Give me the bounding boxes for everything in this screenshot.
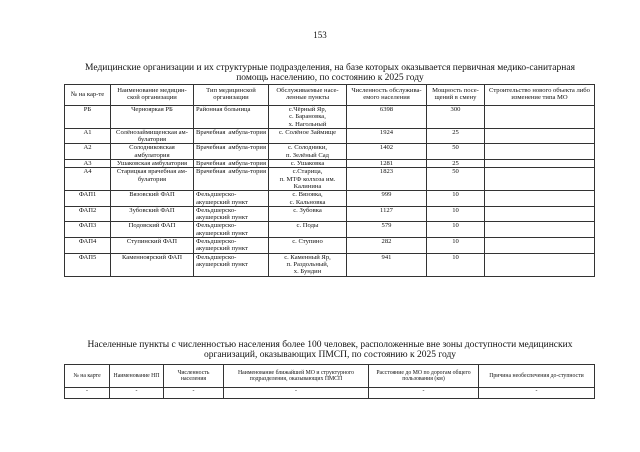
cell-map-number: А1 [65, 128, 111, 144]
cell-construction [485, 144, 595, 160]
table1-title [60, 63, 600, 83]
cell-capacity: 10 [427, 253, 485, 276]
cell-construction [485, 160, 595, 168]
cell-settlements [269, 144, 347, 160]
cell-settlement-name: - [110, 388, 164, 399]
page-number: 153 [313, 30, 327, 40]
cell-population: 941 [347, 253, 427, 276]
settlement-item: с. Кальновка [289, 198, 326, 206]
cell-settlements [269, 222, 347, 238]
cell-capacity: 300 [427, 106, 485, 129]
cell-settlements [269, 106, 347, 129]
cell-construction [485, 168, 595, 191]
settlement-item: п. МТФ колхоза им. [279, 175, 336, 183]
cell-map-number: РБ [65, 106, 111, 129]
table1-header-row [65, 85, 595, 106]
cell-org-type: Врачебная амбула-тория [194, 128, 269, 144]
table-row [65, 191, 595, 207]
cell-settlements [269, 238, 347, 254]
cell-map-number: А3 [65, 160, 111, 168]
table2-title-line2: организаций, оказывающих ПМСП, по состоянию к 2025 году [203, 350, 457, 360]
cell-map-number: А4 [65, 168, 111, 191]
table-row [65, 222, 595, 238]
cell-org-name: Вязовский ФАП [111, 191, 194, 207]
cell-capacity: 10 [427, 238, 485, 254]
header-population: Численность обслужива-емого населения [347, 85, 427, 106]
header-org-name: Наименование медицин-ской организации [111, 85, 194, 106]
cell-population: 579 [347, 222, 427, 238]
settlement-item: с. Ушаковка [290, 160, 325, 168]
medical-organizations-table [64, 84, 595, 277]
header-nearest-mo: Наименование ближайшей МО и структурного подразделения, оказывающих ПМСП [224, 365, 369, 388]
cell-population: 1823 [347, 168, 427, 191]
cell-org-type: Врачебная амбула-тория [194, 144, 269, 160]
cell-map-number: ФАП3 [65, 222, 111, 238]
cell-org-type: Фельдшерско-акушерский пункт [194, 222, 269, 238]
cell-org-name: Зубовский ФАП [111, 206, 194, 222]
table-row [65, 253, 595, 276]
cell-population: 999 [347, 191, 427, 207]
table-row [65, 238, 595, 254]
settlement-item: с.Старица, [292, 168, 323, 176]
cell-population: 1127 [347, 206, 427, 222]
cell-map-number: ФАП5 [65, 253, 111, 276]
settlement-item: с. Каменный Яр, [284, 253, 331, 261]
cell-settlements [269, 191, 347, 207]
settlement-item: с. Барановка, [289, 113, 326, 121]
table-row [65, 388, 595, 399]
cell-org-type: Фельдшерско-акушерский пункт [194, 253, 269, 276]
cell-capacity: 50 [427, 168, 485, 191]
settlement-item: с.Чёрный Яр, [288, 106, 327, 113]
cell-reason: - [479, 388, 595, 399]
cell-org-name: Солёнозаймищенская ам-булатория [111, 128, 194, 144]
cell-capacity: 50 [427, 144, 485, 160]
cell-org-type: Фельдшерско-акушерский пункт [194, 191, 269, 207]
cell-capacity: 10 [427, 191, 485, 207]
header-org-type: Тип медицинской организации [194, 85, 269, 106]
settlement-item: Калинина [293, 182, 322, 190]
cell-org-name: Подовский ФАП [111, 222, 194, 238]
cell-distance: - [369, 388, 479, 399]
cell-org-type: Районная больница [194, 106, 269, 129]
table-row [65, 206, 595, 222]
cell-nearest-mo: - [224, 388, 369, 399]
cell-org-name: Чернояркая РБ [111, 106, 194, 129]
cell-org-name: Ступинский ФАП [111, 238, 194, 254]
table2-header-row [65, 365, 595, 388]
table1-title-line1: Медицинские организации и их структурные подразделения, на базе которых оказывается первичная медико-санитарная [85, 63, 575, 73]
table-row [65, 160, 595, 168]
cell-capacity: 10 [427, 206, 485, 222]
table2-title-line1: Населенные пункты с численностью населения более 100 человек, расположенные вне зоны доступности медицинских [87, 340, 573, 350]
cell-construction [485, 238, 595, 254]
cell-org-name: Каменноярский ФАП [111, 253, 194, 276]
header-map-number: № на карте [65, 365, 110, 388]
cell-population: - [164, 388, 224, 399]
header-settlement-name: Наименование НП [110, 365, 164, 388]
settlement-item: х. Бундин [293, 268, 322, 276]
cell-settlements [269, 253, 347, 276]
header-reason: Причина необеспечения до-ступности [479, 365, 595, 388]
settlements-out-of-reach-table [64, 364, 595, 399]
settlement-item: х. Нагольный [288, 120, 327, 128]
cell-construction [485, 253, 595, 276]
cell-org-type: Фельдшерско-акушерский пункт [194, 206, 269, 222]
cell-org-name: Ушаковская амбулатория [111, 160, 194, 168]
table1-title-line2: помощь населению, по состоянию к 2025 году [236, 73, 424, 83]
cell-map-number: ФАП1 [65, 191, 111, 207]
settlement-item: п. Раздольный, [286, 260, 329, 268]
header-settlements: Обслуживаемые насе-ленные пункты [269, 85, 347, 106]
cell-map-number: ФАП4 [65, 238, 111, 254]
header-construction: Строительство нового объекта либо изменение типа МО [485, 85, 595, 106]
table-row [65, 106, 595, 129]
cell-org-name: Старицкая врачебная ам-булатория [111, 168, 194, 191]
cell-capacity: 25 [427, 160, 485, 168]
settlement-item: с. Солодники, [287, 144, 328, 152]
cell-settlements [269, 160, 347, 168]
header-map-number: № на кар-те [65, 85, 111, 106]
header-capacity: Мощность посе-щений в смену [427, 85, 485, 106]
cell-capacity: 25 [427, 128, 485, 144]
cell-org-name: Солодниковская амбулатория [111, 144, 194, 160]
cell-population: 1924 [347, 128, 427, 144]
cell-population: 6398 [347, 106, 427, 129]
cell-settlements [269, 128, 347, 144]
cell-population: 1402 [347, 144, 427, 160]
table-row [65, 128, 595, 144]
cell-construction [485, 206, 595, 222]
table-row [65, 168, 595, 191]
cell-map-number: А2 [65, 144, 111, 160]
cell-org-type: Врачебная амбула-тория [194, 160, 269, 168]
cell-population: 282 [347, 238, 427, 254]
cell-org-type: Врачебная амбула-тория [194, 168, 269, 191]
settlement-item: с. Солёное Займище [279, 128, 336, 136]
cell-settlements [269, 206, 347, 222]
cell-construction [485, 222, 595, 238]
cell-org-type: Фельдшерско-акушерский пункт [194, 238, 269, 254]
table-row [65, 144, 595, 160]
header-distance: Расстояние до МО по дорогам общего пользования (км) [369, 365, 479, 388]
cell-map-number: - [65, 388, 110, 399]
cell-construction [485, 128, 595, 144]
settlement-item: с. Ступино [292, 238, 323, 246]
settlement-item: п. Зелёный Сад [285, 151, 330, 159]
cell-settlements [269, 168, 347, 191]
cell-capacity: 10 [427, 222, 485, 238]
header-population: Численность населения [164, 365, 224, 388]
settlement-item: с. Зубовка [293, 206, 322, 214]
cell-map-number: ФАП2 [65, 206, 111, 222]
table2-title [60, 340, 600, 360]
cell-population: 1281 [347, 160, 427, 168]
settlement-item: с. Поды [296, 222, 319, 230]
cell-construction [485, 191, 595, 207]
settlement-item: с. Вязовка, [292, 191, 323, 199]
cell-construction [485, 106, 595, 129]
